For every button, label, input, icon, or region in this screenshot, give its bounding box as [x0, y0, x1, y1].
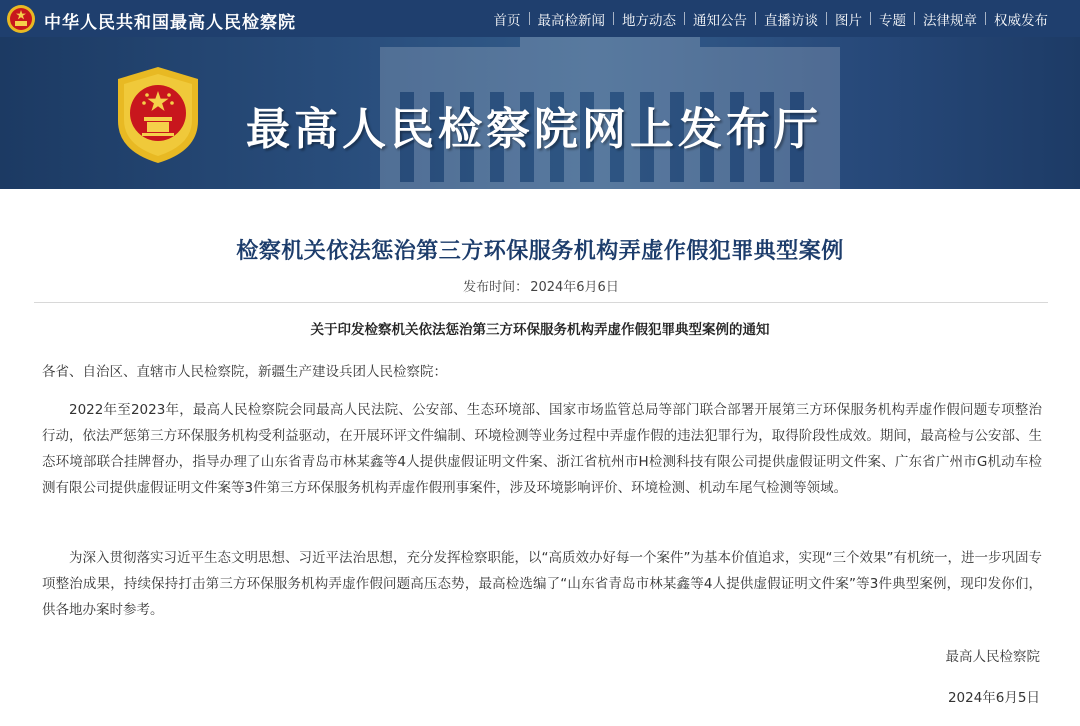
top-header-bar [0, 0, 1080, 37]
site-name[interactable]: 中华人民共和国最高人民检察院 [44, 13, 296, 33]
procuratorate-emblem-icon[interactable] [6, 4, 36, 34]
salutation: 各省、自治区、直辖市人民检察院，新疆生产建设兵团人民检察院： [42, 364, 447, 380]
publish-date-label: 发布时间： [463, 280, 529, 295]
nav-live[interactable]: 直播访谈 [764, 12, 818, 29]
publish-date-value: 2024年6月6日 [530, 280, 619, 295]
signature: 最高人民检察院 [945, 649, 1040, 665]
nav-local[interactable]: 地方动态 [622, 12, 676, 29]
main-nav [486, 0, 1057, 37]
nav-laws[interactable]: 法律规章 [923, 12, 977, 29]
article-title: 检察机关依法惩治第三方环保服务机构弄虚作假犯罪典型案例 [236, 239, 844, 264]
nav-notices[interactable]: 通知公告 [693, 12, 747, 29]
nav-news[interactable]: 最高检新闻 [537, 12, 605, 29]
body-paragraph: 2022年至2023年，最高人民检察院会同最高人民法院、公安部、生态环境部、国家市场监管总局等部门联合部署开展第三方环保服务机构弄虚作假问题专项整治行动，依法严惩第三方环保服务机构受利益驱动，在开展环评文件编制、环境检测等业务过程中弄虚作假的违法犯罪行为，取得阶段性成效。期间，最高检与公安部、生态环境部联合挂牌督办，指导办理了山东省青岛市林某鑫等4人提供虚假证明文件案、浙江省杭州市H检测科技有限公司提供虚假证明文件案、广东省广州市G机动车检测有限公司提供虚假证明文件案等3件第三方环保服务机构弄虚作假刑事案件，涉及环境影响评价、环境检测、机动车尾气检测等领域。 [42, 402, 1042, 496]
title-divider [34, 302, 1048, 303]
procuratorate-emblem-icon [112, 65, 204, 165]
body-paragraph: 为深入贯彻落实习近平生态文明思想、习近平法治思想，充分发挥检察职能，以“高质效办好每一个案件”为基本价值追求，实现“三个效果”有机统一，进一步巩固专项整治成果，持续保持打击第三方环保服务机构弄虚作假问题高压态势，最高检选编了“山东省青岛市林某鑫等4人提供虚假证明文件案”等3件典型案例，现印发你们，供各地办案时参考。 [42, 550, 1042, 618]
banner-title: 最高人民检察院网上发布厅 [246, 104, 822, 155]
nav-pictures[interactable]: 图片 [835, 12, 862, 29]
nav-releases[interactable]: 权威发布 [994, 12, 1048, 29]
nav-home[interactable]: 首页 [493, 12, 521, 29]
signature-date: 2024年6月5日 [947, 690, 1040, 706]
notice-title: 关于印发检察机关依法惩治第三方环保服务机构弄虚作假犯罪典型案例的通知 [310, 322, 770, 338]
publish-date [0, 276, 1080, 295]
nav-topics[interactable]: 专题 [879, 12, 906, 29]
banner [0, 37, 1080, 189]
